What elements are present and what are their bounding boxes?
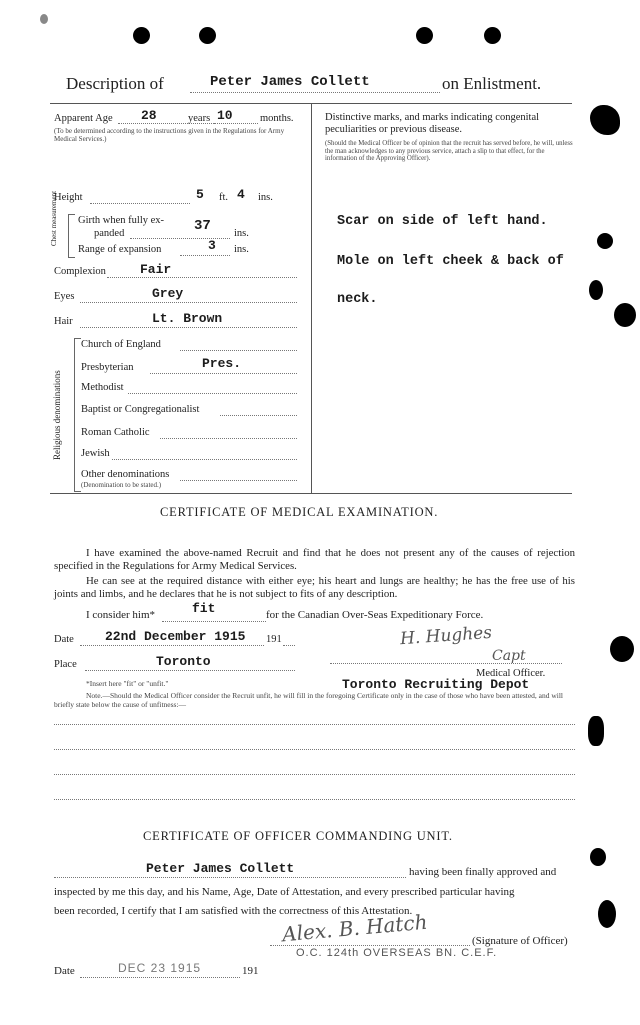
ins-label: ins.	[258, 192, 273, 203]
officer-year-label: 191	[242, 965, 259, 977]
recruit-name: Peter James Collett	[210, 74, 370, 90]
ink-blot	[40, 14, 48, 24]
ink-blot	[589, 280, 603, 300]
religion-item: Baptist or Congregationalist	[81, 404, 200, 415]
form-bottom-rule	[50, 493, 572, 494]
eyes-label: Eyes	[54, 291, 75, 302]
medical-officer-label: Medical Officer.	[476, 668, 546, 679]
consider-prefix: I consider him*	[86, 609, 156, 621]
dotted-line	[54, 877, 406, 878]
religion-item: Methodist	[81, 382, 124, 393]
dotted-line	[80, 327, 297, 328]
girth-label	[78, 214, 164, 240]
dotted-line	[190, 92, 440, 93]
religion-item: Church of England	[81, 339, 161, 350]
ink-blot	[614, 303, 636, 327]
height-label: Height	[54, 192, 83, 203]
complexion-label: Complexion	[54, 266, 106, 277]
eyes-value: Grey	[152, 286, 184, 301]
religion-item: Presbyterian	[81, 362, 134, 373]
punch-hole	[416, 27, 433, 44]
officer-date-label: Date	[54, 965, 75, 977]
signature-line	[330, 663, 562, 664]
dotted-line	[162, 621, 266, 622]
expansion-value: 3	[208, 238, 216, 253]
dotted-line	[180, 350, 297, 351]
punch-hole	[199, 27, 216, 44]
dotted-line	[90, 203, 190, 204]
dotted-line	[283, 645, 295, 646]
medical-year-label: 191	[266, 634, 282, 645]
ink-blot	[590, 848, 606, 866]
girth-label-1: Girth when fully ex-	[78, 215, 165, 226]
age-note: (To be determined according to the instructions given in the Regulations for Army Medical Services.)	[54, 127, 285, 143]
officer-line-2: inspected by me this day, and his Name, Age, Date of Attestation, and every prescribed particular having	[54, 886, 515, 898]
punch-hole	[484, 27, 501, 44]
dotted-line	[128, 393, 297, 394]
blank-line	[54, 724, 575, 725]
religion-item: Other denominations	[81, 469, 170, 480]
blank-line	[54, 774, 575, 775]
dotted-line	[220, 415, 297, 416]
medical-para-1-text: I have examined the above-named Recruit and find that he does not present any of the causes of rejection specified in the Regulations for Army Medical Services.	[54, 547, 575, 572]
dotted-line	[80, 302, 297, 303]
marks-note: (Should the Medical Officer be of opinion that the recruit has served before, he will, unless the man acknowledges to any previous service, attach a slip to that effect, for the information of the Approving Officer).	[325, 140, 573, 162]
officer-title: CERTIFICATE OF OFFICER COMMANDING UNIT.	[143, 829, 453, 843]
chest-side-label: Chest measurement	[50, 190, 58, 246]
dotted-line	[80, 645, 264, 646]
religion-side-label: Religious denominations	[52, 370, 62, 460]
unfit-note: Note.—Should the Medical Officer consider the Recruit unfit, he will fill in the foregoing Certificate only in the case of those who have been attested, and will briefly state below the cause of unfitness:—	[54, 691, 564, 709]
expansion-ins: ins.	[234, 244, 249, 255]
dotted-line	[180, 480, 297, 481]
consider-suffix: for the Canadian Over-Seas Expeditionary Force.	[266, 609, 484, 621]
header-prefix: Description of	[66, 74, 164, 93]
unit-stamp: O.C. 124th OVERSEAS BN. C.E.F.	[296, 947, 498, 959]
place-value: Toronto	[156, 654, 211, 669]
place-label: Place	[54, 659, 77, 670]
blank-line	[54, 799, 575, 800]
chest-bracket	[68, 214, 75, 258]
dotted-line	[180, 255, 230, 256]
medical-rank: Capt	[492, 648, 526, 664]
officer-signature-label: (Signature of Officer)	[472, 935, 568, 947]
girth-label-2: panded	[94, 228, 125, 239]
religion-value: Pres.	[202, 356, 242, 371]
ink-blot	[598, 900, 616, 928]
medical-para-2	[54, 575, 575, 601]
dotted-line	[85, 670, 295, 671]
medical-para-2-text: He can see at the required distance with either eye; his heart and lungs are healthy; he has the free use of his joints and limbs, and he declares that he is not subject to fits of any description.	[54, 575, 575, 600]
officer-line-3: been recorded, I certify that I am satisfied with the correctness of this Attestation.	[54, 905, 413, 917]
ft-label: ft.	[219, 192, 229, 203]
age-years: 28	[141, 108, 157, 123]
officer-line-1: having been finally approved and	[409, 866, 557, 878]
mark-line: Scar on side of left hand.	[337, 214, 548, 229]
medical-date-label: Date	[54, 634, 74, 645]
mark-line: Mole on left cheek & back of	[337, 254, 564, 269]
column-divider	[311, 103, 312, 493]
mark-line: neck.	[337, 292, 378, 307]
ink-blot	[590, 105, 620, 135]
ink-blot	[597, 233, 613, 249]
medical-title: CERTIFICATE OF MEDICAL EXAMINATION.	[160, 505, 439, 519]
ink-blot	[610, 636, 634, 662]
recruiting-stamp: Toronto Recruiting Depot	[342, 677, 530, 692]
complexion-value: Fair	[140, 262, 172, 277]
hair-label: Hair	[54, 316, 73, 327]
age-months: 10	[217, 108, 233, 123]
expansion-label: Range of expansion	[78, 244, 162, 255]
medical-signature: H. Hughes	[399, 622, 493, 650]
dotted-line	[214, 123, 258, 124]
header-suffix: on Enlistment.	[442, 74, 542, 93]
insert-note: *Insert here "fit" or "unfit."	[86, 679, 169, 688]
hair-value: Lt. Brown	[152, 311, 223, 326]
dotted-line	[160, 438, 297, 439]
religion-note: (Denomination to be stated.)	[81, 481, 162, 489]
religion-item: Jewish	[81, 448, 110, 459]
punch-hole	[133, 27, 150, 44]
height-ft: 5	[196, 187, 204, 202]
blank-line	[54, 749, 575, 750]
years-label: years	[188, 113, 211, 124]
officer-recruit-name: Peter James Collett	[146, 861, 295, 876]
consider-value: fit	[192, 601, 216, 616]
header	[66, 74, 164, 94]
months-label: months.	[260, 113, 294, 124]
height-in: 4	[237, 187, 245, 202]
medical-para-1	[54, 547, 575, 573]
signature-line	[270, 945, 470, 946]
ink-blot	[588, 716, 604, 746]
dotted-line	[80, 977, 240, 978]
girth-ins: ins.	[234, 228, 249, 239]
marks-heading: Distinctive marks, and marks indicating congenital peculiarities or previous disease.	[325, 112, 540, 135]
dotted-line	[107, 277, 297, 278]
religion-item: Roman Catholic	[81, 427, 150, 438]
age-label: Apparent Age	[54, 113, 113, 124]
officer-date-stamp: DEC 23 1915	[118, 961, 202, 975]
dotted-line	[112, 459, 297, 460]
dotted-line	[150, 373, 297, 374]
medical-date-value: 22nd December 1915	[105, 629, 246, 644]
religion-bracket	[74, 338, 81, 492]
girth-value: 37	[194, 218, 211, 234]
officer-signature: Alex. B. Hatch	[281, 909, 429, 947]
